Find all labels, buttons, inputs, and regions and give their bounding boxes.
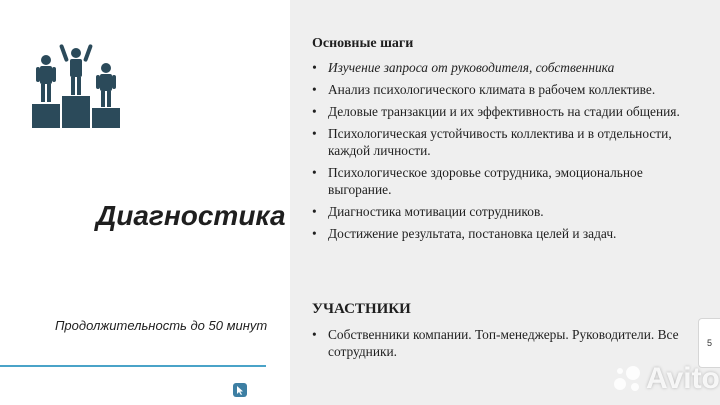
watermark-text: Avito: [646, 362, 720, 395]
list-item: • Достижение результата, постановка целей и задач.: [312, 226, 617, 241]
list-item: • Психологическая устойчивость коллектива и в отдельности, каждой личности.: [312, 126, 672, 158]
cursor-icon: [233, 383, 247, 397]
list-item-text: Психологическое здоровье сотрудника, эмоциональное выгорание.: [328, 165, 643, 197]
list-item-text: Анализ психологического климата в рабочем коллективе.: [328, 82, 656, 97]
accent-divider: [0, 365, 266, 367]
podium-winners-icon: [32, 42, 120, 128]
steps-heading: Основные шаги: [312, 36, 414, 51]
duration-text: Продолжительность до 50 минут: [55, 318, 268, 333]
list-item-text: Деловые транзакции и их эффективность на стадии общения.: [328, 104, 680, 119]
avito-logo-icon: [612, 364, 642, 394]
list-item-text: Достижение результата, постановка целей и задач.: [328, 226, 617, 241]
page-number: 5: [698, 318, 720, 368]
watermark: [612, 362, 720, 396]
list-item: • Анализ психологического климата в рабочем коллективе.: [312, 82, 656, 97]
participants-heading: УЧАСТНИКИ: [312, 301, 411, 317]
steps-list: [312, 59, 682, 247]
participants-list: [312, 326, 682, 365]
list-item: • Диагностика мотивации сотрудников.: [312, 204, 544, 219]
list-item: • Деловые транзакции и их эффективность на стадии общения.: [312, 104, 680, 119]
list-item-text: Психологическая устойчивость коллектива и в отдельности, каждой личности.: [328, 126, 672, 158]
slide-title: Диагностика: [96, 200, 286, 231]
list-item-text: Изучение запроса от руководителя, собственника: [328, 60, 615, 75]
list-item: • Изучение запроса от руководителя, собственника: [312, 60, 615, 75]
list-item: • Психологическое здоровье сотрудника, эмоциональное выгорание.: [312, 165, 643, 197]
list-item-text: Диагностика мотивации сотрудников.: [328, 204, 544, 219]
list-item: • Собственники компании. Топ-менеджеры. Руководители. Все сотрудники.: [312, 327, 679, 359]
list-item-text: Собственники компании. Топ-менеджеры. Руководители. Все сотрудники.: [328, 327, 679, 359]
